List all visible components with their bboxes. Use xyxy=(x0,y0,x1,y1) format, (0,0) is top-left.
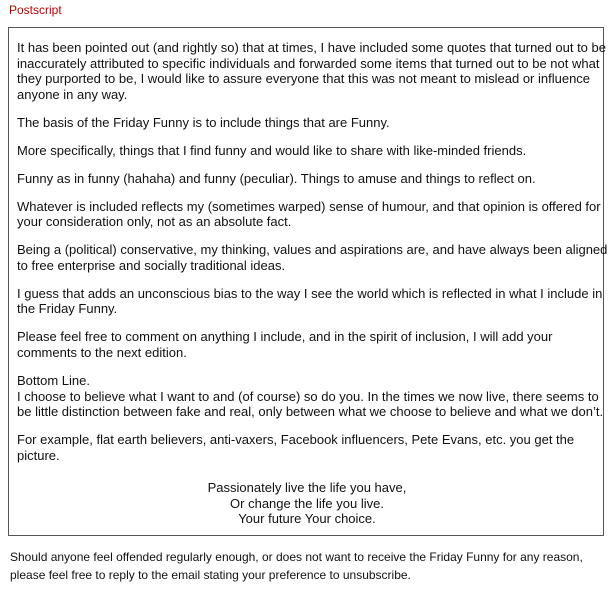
paragraph-line: Whatever is included reflects my (sometimes warped) sense of humour, and that opinion is offered for xyxy=(17,198,601,214)
paragraph-line: Please feel free to comment on anything I include, and in the spirit of inclusion, I will add your xyxy=(17,329,553,345)
paragraph xyxy=(17,286,607,317)
paragraph-line: to free enterprise and socially traditional ideas. xyxy=(17,257,286,273)
paragraph-line: picture. xyxy=(17,447,60,463)
paragraph-line: the Friday Funny. xyxy=(17,301,118,317)
paragraph xyxy=(17,199,607,230)
footer-line: Should anyone feel offended regularly enough, or does not want to receive the Friday Funny for any reason, xyxy=(10,550,583,564)
quote-line: Your future Your choice. xyxy=(238,511,376,526)
paragraph-line: comments to the next edition. xyxy=(17,345,187,361)
paragraph-line: they purported to be, I would like to assure everyone that this was not meant to mislead or influence xyxy=(17,71,591,87)
paragraph-line: For example, flat earth believers, anti-vaxers, Facebook influencers, Pete Evans, etc. you get the xyxy=(17,432,575,448)
paragraph-line: More specifically, things that I find funny and would like to share with like-minded friends. xyxy=(17,142,527,158)
paragraph-line: I choose to believe what I want to and (of course) so do you. In the times we now live, there seems to xyxy=(17,388,599,404)
paragraph xyxy=(17,432,607,463)
paragraph-line: Being a (political) conservative, my thinking, values and aspirations are, and have always been aligned xyxy=(17,242,608,258)
paragraph xyxy=(17,40,607,102)
paragraph xyxy=(17,171,607,187)
paragraph-line: The basis of the Friday Funny is to include things that are Funny. xyxy=(17,114,390,130)
quote-line: Or change the life you live. xyxy=(230,495,384,511)
postscript-body xyxy=(17,40,607,476)
paragraph-line: Bottom Line. xyxy=(17,373,90,389)
paragraph xyxy=(17,143,607,159)
quote-line: Passionately live the life you have, xyxy=(207,480,407,495)
postscript-box xyxy=(8,27,608,536)
paragraph xyxy=(17,242,607,273)
paragraph-line: anyone in any way. xyxy=(17,86,128,102)
paragraph xyxy=(17,329,607,360)
unsubscribe-note xyxy=(10,548,583,584)
closing-quote xyxy=(9,480,605,527)
paragraph-line: be little distinction between fake and real, only between what we choose to believe and what we don’t. xyxy=(17,404,604,420)
paragraph xyxy=(17,373,607,420)
footer-line: please feel free to reply to the email stating your preference to unsubscribe. xyxy=(10,568,411,582)
paragraph-line: I guess that adds an unconscious bias to the way I see the world which is reflected in what I include in xyxy=(17,285,603,301)
paragraph-line: inaccurately attributed to specific individuals and forwarded some items that turned out to be not what xyxy=(17,55,600,71)
postscript-heading: Postscript xyxy=(9,3,62,17)
paragraph-line: It has been pointed out (and rightly so) that at times, I have included some quotes that turned out to be xyxy=(17,40,606,55)
paragraph xyxy=(17,115,607,131)
paragraph-line: your consideration only, not as an absolute fact. xyxy=(17,214,292,230)
paragraph-line: Funny as in funny (hahaha) and funny (peculiar). Things to amuse and things to reflect on. xyxy=(17,170,536,186)
